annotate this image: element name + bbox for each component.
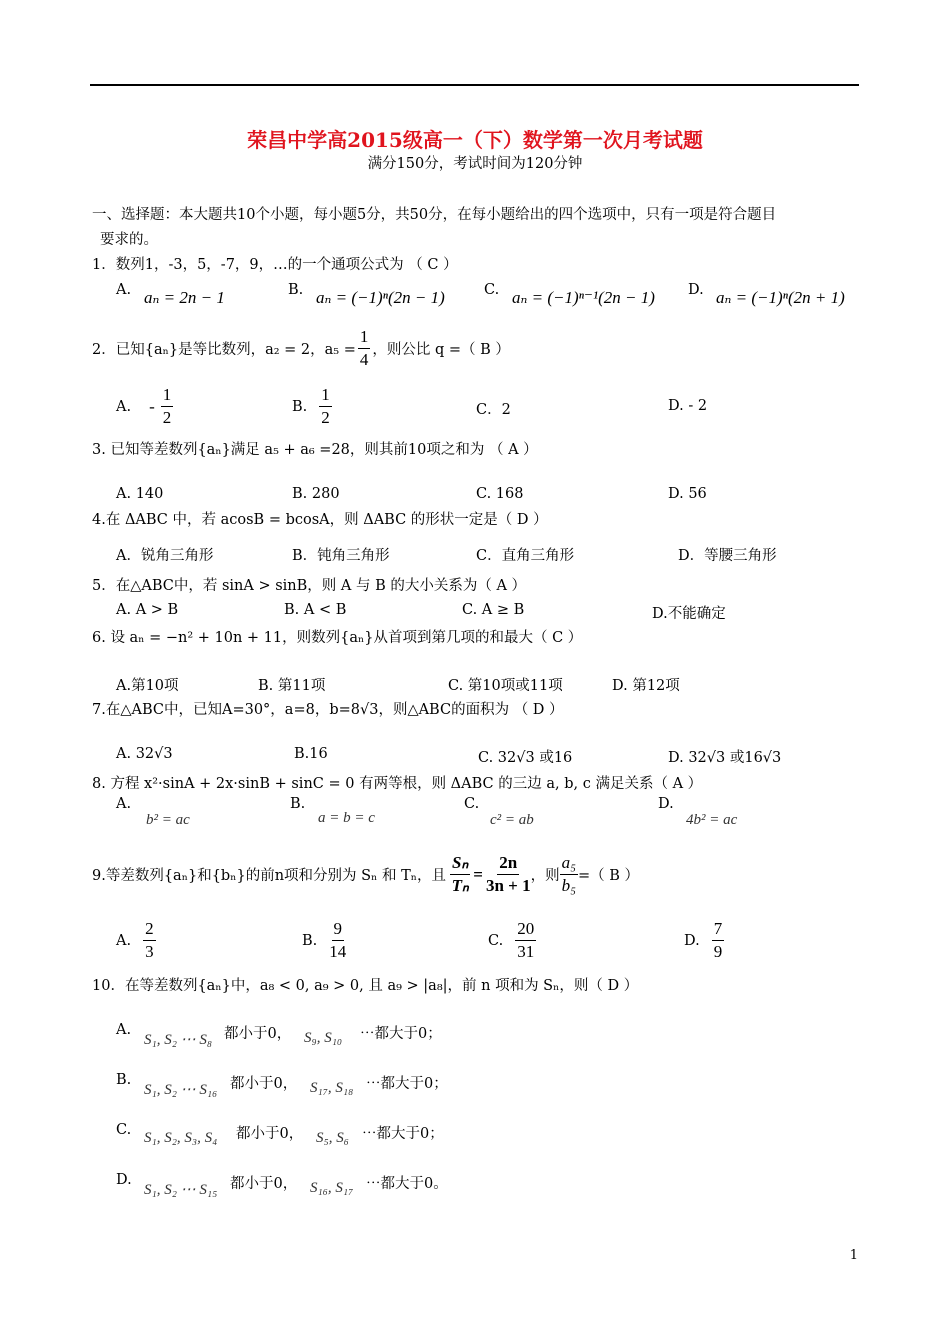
q1-option-a: aₙ = 2n − 1 <box>144 288 225 307</box>
q9-stem-pre: 9.等差数列{aₙ}和{bₙ}的前n项和分别为 Sₙ 和 Tₙ，且 <box>92 868 447 884</box>
q6-option-a: A.第10项 <box>116 678 179 694</box>
q9-option-a <box>116 918 156 963</box>
q9-b-num: 9 <box>332 918 345 941</box>
q10-option-d-label: D. <box>116 1172 132 1188</box>
section-heading-cont: 要求的。 <box>100 232 158 248</box>
q2-frac-den: 4 <box>359 350 369 369</box>
q8-option-d: 4b² = ac <box>686 812 738 828</box>
q9-d-fraction <box>712 918 725 963</box>
q9-a-den: 3 <box>145 942 154 961</box>
q7-option-a: A. 32√3 <box>116 746 173 762</box>
page-title: 荣昌中学高2015级高一（下）数学第一次月考试题 <box>247 128 703 152</box>
q10-b-sums-neg: S₁, S₂ ⋯ S₁₆ <box>144 1082 218 1098</box>
q2-fraction <box>358 326 371 371</box>
q8-option-d-label: D. <box>658 796 674 812</box>
q1-option-d-label: D. <box>688 282 704 298</box>
q9-a-num: 2 <box>143 918 156 941</box>
q10-b-sums-pos: S₁₇, S₁₈ <box>310 1080 354 1096</box>
q3-option-c: C. 168 <box>476 486 524 502</box>
q9-f3-num: a₅ <box>560 852 578 875</box>
q9-stem-mid: ，则 <box>530 868 560 884</box>
q10-a-sums-pos: S₉, S₁₀ <box>304 1030 343 1046</box>
q7-option-d: D. 32√3 或16√3 <box>668 750 782 766</box>
q7-option-c: C. 32√3 或16 <box>478 750 573 766</box>
section-heading: 一、选择题：本大题共10个小题，每小题5分，共50分，在每小题给出的四个选项中，只有一项是符合题目 <box>92 207 777 223</box>
q5-option-d: D.不能确定 <box>652 606 726 622</box>
q9-a-fraction <box>143 918 156 963</box>
question-2-stem <box>92 326 510 371</box>
q9-b-den: 14 <box>329 942 347 961</box>
q1-option-c: aₙ = (−1)ⁿ⁻¹(2n − 1) <box>512 288 655 307</box>
q10-c-sums-pos: S₅, S₆ <box>316 1130 349 1146</box>
question-6-stem: 6. 设 aₙ = −n² + 10n + 11，则数列{aₙ}从首项到第几项的和最大（ C ） <box>92 630 583 646</box>
q2-stem-post: ，则公比 q =（ B ） <box>372 342 510 358</box>
q8-option-b-label: B. <box>290 796 306 812</box>
q1-option-b: aₙ = (−1)ⁿ(2n − 1) <box>316 288 445 307</box>
q9-option-c <box>488 918 536 963</box>
q10-a-text-neg: 都小于0， <box>224 1026 292 1042</box>
q1-option-c-label: C. <box>484 282 500 298</box>
question-7-stem: 7.在△ABC中，已知A=30°，a=8，b=8√3，则△ABC的面积为 （ D ） <box>92 702 564 718</box>
q2-a-num: 1 <box>161 384 174 407</box>
q2-b-fraction <box>319 384 332 429</box>
q2-frac-num: 1 <box>358 326 371 349</box>
q10-d-text-pos: ⋯都大于0。 <box>366 1176 448 1192</box>
q10-c-text-pos: ⋯都大于0； <box>362 1126 444 1142</box>
q2-option-a <box>116 384 173 429</box>
q4-option-b: B．钝角三角形 <box>292 548 390 564</box>
question-10-stem: 10．在等差数列{aₙ}中，a₈ < 0, a₉ > 0, 且 a₉ > |a₈|，前 n 项和为 Sₙ，则（ D ） <box>92 978 639 994</box>
q6-option-b: B. 第11项 <box>258 678 326 694</box>
q8-option-c: c² = ab <box>490 812 534 828</box>
page-subtitle: 满分150分，考试时间为120分钟 <box>367 156 583 172</box>
q9-c-num: 20 <box>515 918 536 941</box>
q9-d-label: D. <box>684 932 700 949</box>
q2-a-den: 2 <box>162 408 172 427</box>
q10-b-text-neg: 都小于0， <box>230 1076 298 1092</box>
q2-option-d: D. - 2 <box>668 398 708 414</box>
q9-d-den: 9 <box>713 942 723 961</box>
q2-b-den: 2 <box>321 408 330 427</box>
q9-option-d <box>684 918 724 963</box>
question-4-stem: 4.在 ΔABC 中，若 acosB = bcosA，则 ΔABC 的形状一定是（ D ） <box>92 512 548 528</box>
q2-stem-pre: 2．已知{aₙ}是等比数列，a₂ = 2，a₅ = <box>92 342 356 358</box>
q3-option-a: A. 140 <box>116 486 164 502</box>
q3-option-d: D. 56 <box>668 486 707 502</box>
q9-fraction-st <box>450 852 470 897</box>
question-5-stem: 5．在△ABC中，若 sinA > sinB，则 A 与 B 的大小关系为（ A ） <box>92 578 527 594</box>
q10-a-sums-neg: S₁, S₂ ⋯ S₈ <box>144 1032 213 1048</box>
q2-a-sign: - <box>149 396 155 416</box>
q9-f3-den: b₅ <box>561 876 577 895</box>
q6-option-c: C. 第10项或11项 <box>448 678 563 694</box>
q8-option-c-label: C. <box>464 796 480 812</box>
q4-option-a: A．锐角三角形 <box>116 548 214 564</box>
q9-a-label: A. <box>116 932 132 949</box>
top-rule <box>90 84 859 86</box>
q8-option-b: a = b = c <box>318 810 375 826</box>
q9-fraction-n <box>486 852 531 897</box>
q9-f2-num: 2n <box>497 852 519 875</box>
q2-a-label: A. <box>116 398 132 415</box>
q1-option-a-label: A. <box>116 282 132 298</box>
q4-option-c: C．直角三角形 <box>476 548 575 564</box>
question-8-stem: 8. 方程 x²·sinA + 2x·sinB + sinC = 0 有两等根，则 ΔABC 的三边 a, b, c 满足关系（ A ） <box>92 776 703 792</box>
q9-f1-den: Tₙ <box>451 876 469 895</box>
q8-option-a: b² = ac <box>146 812 190 828</box>
q10-option-a-label: A. <box>116 1022 132 1038</box>
q5-option-b: B. A < B <box>284 602 347 618</box>
q5-option-c: C. A ≥ B <box>462 602 525 618</box>
q10-c-text-neg: 都小于0， <box>236 1126 304 1142</box>
q9-c-fraction <box>515 918 536 963</box>
q9-d-num: 7 <box>712 918 725 941</box>
q9-f1-num: Sₙ <box>450 852 470 875</box>
q2-option-b <box>292 384 332 429</box>
q9-stem-post: =（ B ） <box>578 868 640 884</box>
q10-option-b-label: B. <box>116 1072 132 1088</box>
q4-option-d: D．等腰三角形 <box>678 548 777 564</box>
q2-b-num: 1 <box>319 384 332 407</box>
q8-option-a-label: A. <box>116 796 132 812</box>
q7-option-b: B.16 <box>294 746 328 762</box>
q10-b-text-pos: ⋯都大于0； <box>366 1076 448 1092</box>
q9-equals: = <box>473 864 483 884</box>
q9-option-b <box>302 918 346 963</box>
q10-d-text-neg: 都小于0， <box>230 1176 298 1192</box>
question-3-stem: 3. 已知等差数列{aₙ}满足 a₅ + a₆ =28，则其前10项之和为 （ A ） <box>92 442 538 458</box>
q9-b-fraction <box>329 918 346 963</box>
q6-option-d: D. 第12项 <box>612 678 680 694</box>
q9-f2-den: 3n + 1 <box>485 876 531 895</box>
q2-b-label: B. <box>292 398 308 415</box>
q10-option-c-label: C. <box>116 1122 132 1138</box>
q1-option-b-label: B. <box>288 282 304 298</box>
q9-c-den: 31 <box>517 942 535 961</box>
page-number: 1 <box>849 1248 858 1263</box>
q9-fraction-ab <box>560 852 578 897</box>
q10-d-sums-neg: S₁, S₂ ⋯ S₁₅ <box>144 1182 218 1198</box>
q9-c-label: C. <box>488 932 504 949</box>
q9-b-label: B. <box>302 932 318 949</box>
q1-option-d: aₙ = (−1)ⁿ(2n + 1) <box>716 288 845 307</box>
question-1-stem: 1．数列1，-3，5，-7，9，…的一个通项公式为 （ C ） <box>92 257 458 273</box>
q5-option-a: A. A > B <box>116 602 179 618</box>
q10-a-text-pos: ⋯都大于0； <box>360 1026 442 1042</box>
question-9-stem <box>92 852 639 897</box>
q2-a-fraction <box>161 384 174 429</box>
q10-d-sums-pos: S₁₆, S₁₇ <box>310 1180 354 1196</box>
q10-c-sums-neg: S₁, S₂, S₃, S₄ <box>144 1130 218 1146</box>
q3-option-b: B. 280 <box>292 486 340 502</box>
q2-option-c: C．2 <box>476 402 511 418</box>
